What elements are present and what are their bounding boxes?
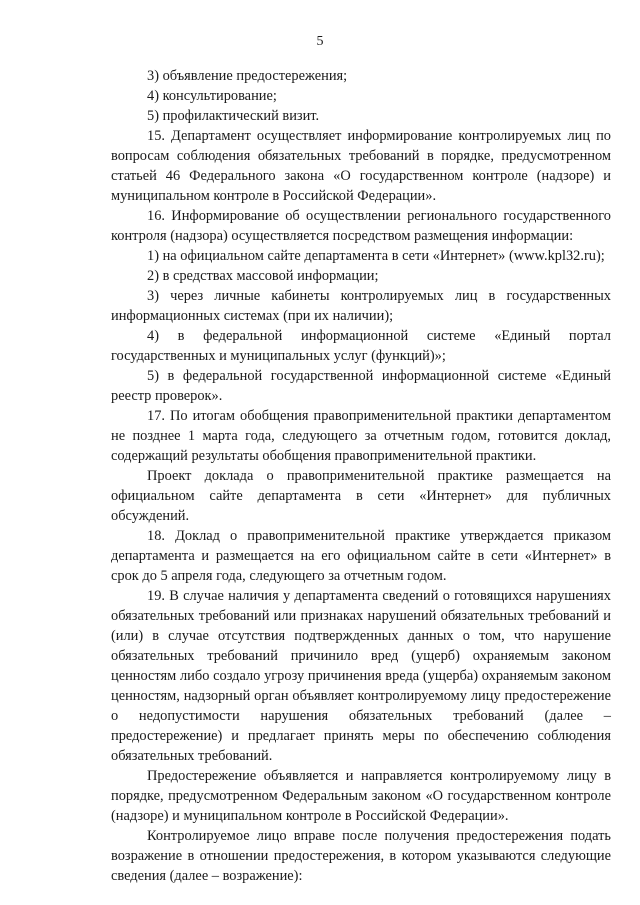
paragraph-19-announcement: Предостережение объявляется и направляется контролируемому лицу в порядке, предусмотренном Федеральным законом «О государственном контроле (надзоре) и муниципальном контроле в Российской Федерации».: [111, 768, 611, 824]
list-item-mass-media: 2) в средствах массовой информации;: [147, 268, 379, 284]
list-item-gosuslugi-portal: 4) в федеральной информационной системе «Единый портал государственных и муниципальных услуг (функций)»;: [111, 328, 611, 364]
list-item-consulting: 4) консультирование;: [147, 88, 277, 104]
paragraph-19-objection: Контролируемое лицо вправе после получения предостережения подать возражение в отношении предостережения, в котором указываются следующие сведения (далее – возражение):: [111, 828, 611, 884]
document-body: [111, 66, 611, 886]
list-item-preventive-visit: 5) профилактический визит.: [147, 108, 320, 124]
list-item-inspection-registry: 5) в федеральной государственной информационной системе «Единый реестр проверок».: [111, 368, 611, 404]
page-number: 5: [316, 34, 324, 49]
list-item-official-site: 1) на официальном сайте департамента в сети «Интернет» (www.kpl32.ru);: [147, 248, 605, 264]
list-item-personal-accounts: 3) через личные кабинеты контролируемых лиц в государственных информационных системах (при их наличии);: [111, 288, 611, 324]
paragraph-17-draft: Проект доклада о правоприменительной практике размещается на официальном сайте департамента в сети «Интернет» для публичных обсуждений.: [111, 468, 611, 524]
paragraph-19: 19. В случае наличия у департамента сведений о готовящихся нарушениях обязательных требований или признаках нарушений обязательных требований и (или) в случае отсутствия подтвержденных данных о том, что нарушение обязательных требований причинило вред (ущерб) охраняемым законом ценностям либо создало угрозу причинения вреда (ущерба) охраняемым законом ценностям, надзорный орган объявляет контролируемому лицу предостережение о недопустимости нарушения обязательных требований (далее – предостережение) и предлагает принять меры по обеспечению соблюдения обязательных требований.: [111, 588, 611, 764]
list-item-warning: 3) объявление предостережения;: [147, 68, 348, 84]
paragraph-15: 15. Департамент осуществляет информирование контролируемых лиц по вопросам соблюдения обязательных требований в порядке, предусмотренном статьей 46 Федерального закона «О государственном контроле (надзоре) и муниципальном контроле в Российской Федерации».: [111, 128, 611, 204]
paragraph-17: 17. По итогам обобщения правоприменительной практики департаментом не позднее 1 марта года, следующего за отчетным годом, готовится доклад, содержащий результаты обобщения правоприменительной практики.: [111, 408, 611, 464]
paragraph-16: 16. Информирование об осуществлении регионального государственного контроля (надзора) осуществляется посредством размещения информации:: [111, 208, 611, 244]
paragraph-18: 18. Доклад о правоприменительной практике утверждается приказом департамента и размещается на его официальном сайте в сети «Интернет» в срок до 5 апреля года, следующего за отчетным годом.: [111, 528, 611, 584]
